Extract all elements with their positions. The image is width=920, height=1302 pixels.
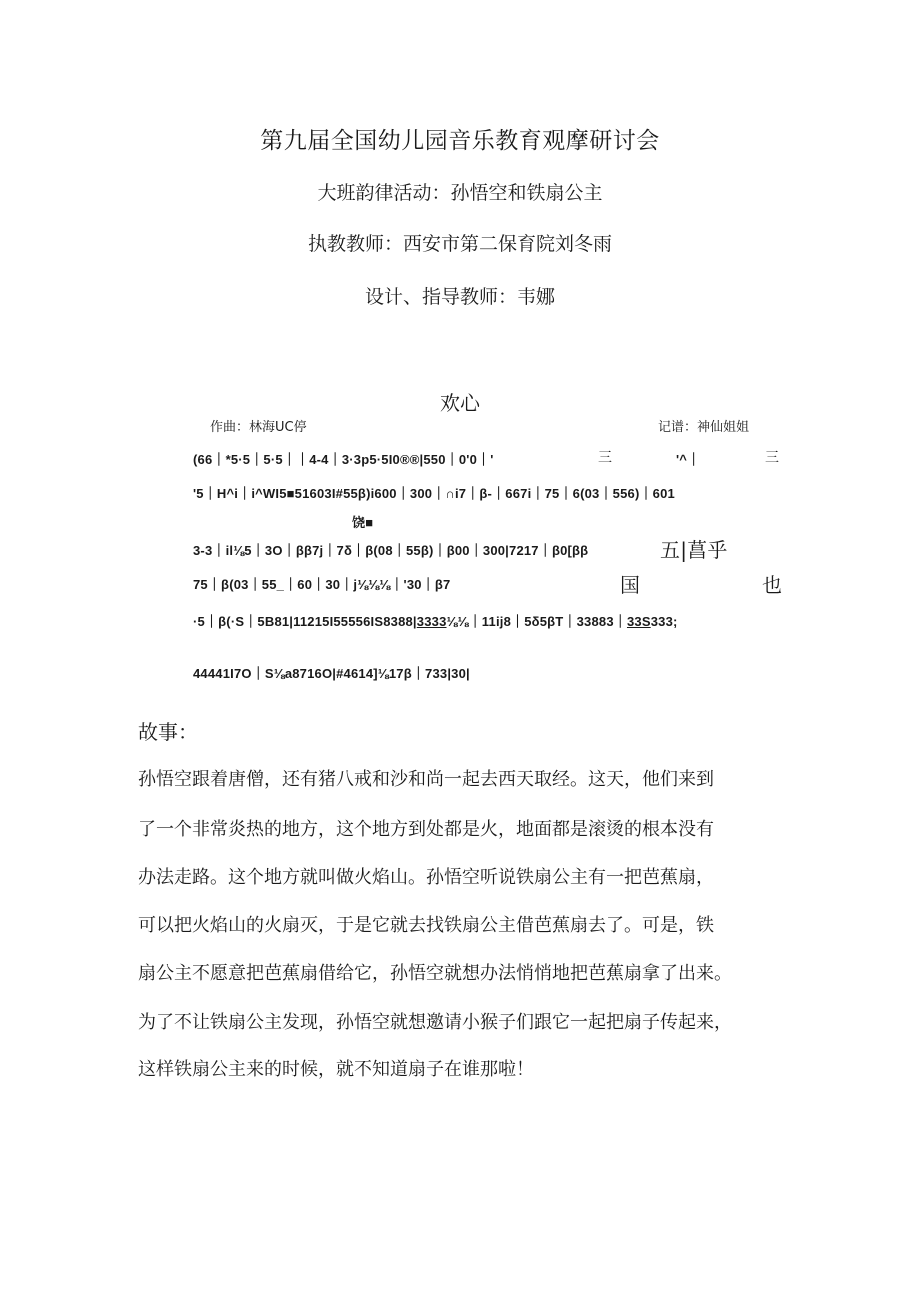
score-segment: '5｜H^i｜i^WI5■51603I#55β)i600｜300｜∩i7｜β-｜667i｜75｜6(03｜556)｜601 [193, 486, 675, 501]
score-text: ·5｜β(·S｜5B81|11215I55556IS8388| [193, 614, 417, 629]
story-line: 扇公主不愿意把芭蕉扇借给它，孙悟空就想办法悄悄地把芭蕉扇拿了出来。 [138, 963, 732, 984]
score-text: 333; [650, 614, 678, 629]
score-underlined: 33S [626, 614, 651, 629]
score-segment: 三 [598, 450, 613, 466]
score-text: ⅛⅛｜11ij8｜5δ5βT｜33883｜ [446, 614, 627, 629]
score-segment: 饶■ [352, 515, 374, 530]
story-heading: 故事： [138, 720, 198, 744]
teacher-line: 执教教师：西安市第二保育院刘冬雨 [307, 233, 612, 255]
designer-line: 设计、指导教师：韦娜 [364, 286, 555, 308]
score-row-6 [0, 663, 920, 687]
score-segment: 也 [762, 573, 783, 597]
story-line: 孙悟空跟着唐僧，还有猪八戒和沙和尚一起去西天取经。这天，他们来到 [138, 769, 714, 790]
score-row-3 [0, 540, 920, 564]
score-row-4 [0, 574, 920, 598]
score-underlined: 3333 [416, 614, 447, 629]
story-line: 为了不让铁扇公主发现，孙悟空就想邀请小猴子们跟它一起把扇子传起来， [138, 1012, 732, 1033]
score-segment: 国 [620, 573, 641, 597]
notation-credit: 记谱：神仙姐姐 [658, 420, 750, 435]
score-segment: 五|菖乎 [660, 538, 728, 562]
story-line: 这样铁扇公主来的时候，就不知道扇子在谁那啦！ [138, 1059, 534, 1080]
score-segment: (66｜*5·5｜5·5｜｜4-4｜3·3p5·5I0®®|550｜0'0｜' [193, 452, 494, 467]
score-row-2 [0, 483, 920, 507]
activity-subtitle: 大班韵律活动：孙悟空和铁扇公主 [317, 182, 603, 204]
story-line: 可以把火焰山的火扇灭，于是它就去找铁扇公主借芭蕉扇去了。可是，铁 [138, 915, 714, 936]
page-title: 第九届全国幼儿园音乐教育观摩研讨会 [260, 128, 660, 154]
song-title: 欢心 [440, 391, 480, 415]
score-row-2b [0, 512, 920, 536]
score-segment: 44441I7O｜S⅛a8716O|#4614]⅛17β｜733|30| [193, 666, 470, 681]
story-line: 了一个非常炎热的地方，这个地方到处都是火，地面都是滚烫的根本没有 [138, 819, 714, 840]
score-row-5 [0, 611, 920, 635]
score-segment: '^｜ [676, 452, 701, 467]
score-segment: 三 [765, 450, 780, 466]
score-segment [193, 611, 678, 630]
score-segment: 75｜β(03｜55_｜60｜30｜j⅛⅛⅛｜'30｜β7 [193, 577, 451, 592]
score-segment: 3-3｜il⅛5｜3O｜ββ7j｜7δ｜β(08｜55β)｜β00｜300|7217｜β0[ββ [193, 543, 589, 558]
composer-credit: 作曲：林海UC停 [210, 420, 307, 435]
score-row-1 [0, 449, 920, 473]
story-line: 办法走路。这个地方就叫做火焰山。孙悟空听说铁扇公主有一把芭蕉扇， [138, 867, 714, 888]
